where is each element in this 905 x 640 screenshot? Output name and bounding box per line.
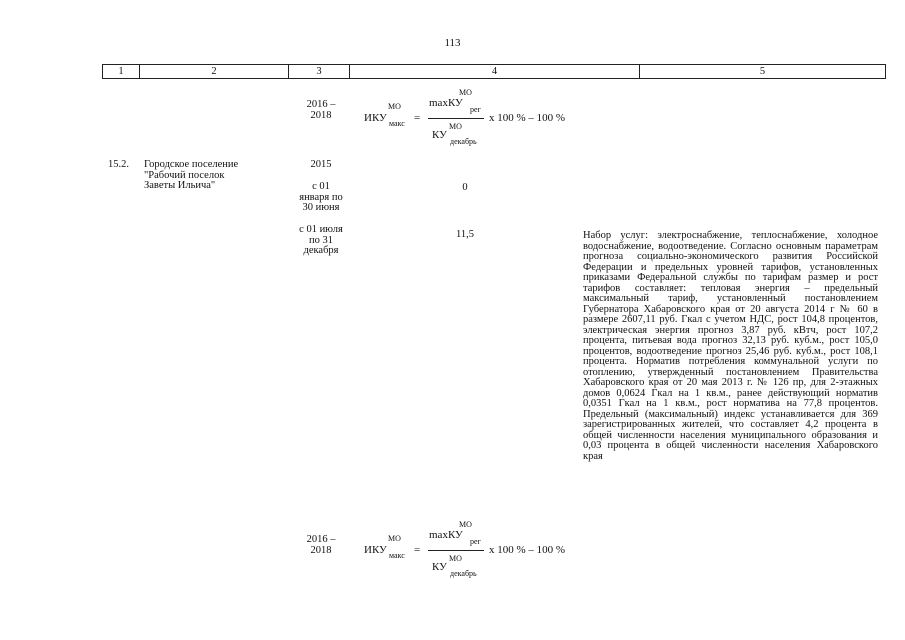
index-value-second: 11,5 bbox=[456, 229, 474, 240]
year-2015: 2015 bbox=[310, 159, 332, 170]
row-notes: Набор услуг: электроснабжение, теплоснабжение, холодное водоснабжение, водоотведение. Согласно основным параметрам прогноза социально-экономического развития Российской Федерации и предельных уровней тарифов, установленных приказами Федеральной службы по тарифам размер и рост тарифов составляет: тепловая энергия – предельный максимальный тариф, установленный постановлением Губернатора Хабаровского края от 20 августа 2014 г № 60 в размере 2607,11 руб. Гкал с учетом НДС, рост 104,8 процентов, электрическая энергия прогноз 3,87 руб. кВтч, рост 107,2 процента, питьевая вода прогноз 32,13 руб. куб.м., рост 105,0 процентов, водоотведение прогноз 25,46 руб. куб.м., рост 108,1 процента. Норматив потребления коммунальной услуги по отоплению, утвержденный постановлением Правительства Хабаровского края от 20 мая 2013 г. № 126 пр, для 2-этажных домов 0,0624 Гкал на 1 кв.м., ранее действующий норматив 0,0351 Гкал на 1 кв.м., рост норматива на 77,8 процентов. Предельный (максимальный) индекс устанавливается для 369 зарегистрированных жителей, что составляет 4,2 процента в общей численности населения муниципального образования и 0,03 процента в общей численности населения Хабаровского края bbox=[583, 230, 878, 462]
formula-equals: = bbox=[414, 112, 421, 124]
col-header-5: 5 bbox=[759, 66, 766, 77]
period-bottom: 2016 – 2018 bbox=[306, 534, 336, 556]
col-header-1: 1 bbox=[103, 65, 140, 78]
col-header-3: 3 bbox=[289, 65, 350, 78]
formula-tail: х 100 % – 100 % bbox=[489, 544, 566, 556]
formula-equals: = bbox=[414, 544, 421, 556]
index-value-first: 0 bbox=[462, 182, 468, 193]
period-first-half: с 01 января по 30 июня bbox=[299, 181, 343, 213]
period-top: 2016 – 2018 bbox=[306, 99, 336, 121]
formula-numerator: maxКУ bbox=[429, 529, 463, 541]
settlement-name: Городское поселение "Рабочий поселок Заветы Ильича" bbox=[144, 159, 239, 191]
period-second-half: с 01 июля по 31 декабря bbox=[299, 224, 343, 256]
formula-denominator-sub: декабрь bbox=[450, 569, 477, 578]
formula-iku: ИКУ bbox=[364, 112, 387, 124]
formula-iku-sub: макс bbox=[389, 551, 405, 560]
formula-numerator-sub: рег bbox=[470, 537, 481, 546]
formula-mo-left: МО bbox=[388, 102, 401, 111]
formula-iku-sub: макс bbox=[389, 119, 405, 128]
table-header bbox=[102, 64, 886, 79]
formula-mo-numer: МО bbox=[459, 88, 472, 97]
formula-denominator-sub: декабрь bbox=[450, 137, 477, 146]
formula-numerator: maxКУ bbox=[429, 97, 463, 109]
formula-numerator-sub: рег bbox=[470, 105, 481, 114]
formula-top bbox=[360, 88, 590, 148]
col-header-2: 2 bbox=[140, 65, 289, 78]
formula-iku: ИКУ bbox=[364, 544, 387, 556]
row-number: 15.2. bbox=[108, 159, 129, 170]
formula-tail: х 100 % – 100 % bbox=[489, 112, 566, 124]
formula-bottom bbox=[360, 520, 590, 580]
formula-denominator: КУ bbox=[432, 129, 447, 141]
formula-fraction-line bbox=[428, 550, 484, 551]
page-number: 113 bbox=[444, 37, 461, 49]
formula-mo-denom: МО bbox=[449, 122, 462, 131]
col-header-4: 4 bbox=[350, 65, 640, 78]
formula-mo-numer: МО bbox=[459, 520, 472, 529]
formula-denominator: КУ bbox=[432, 561, 447, 573]
formula-mo-left: МО bbox=[388, 534, 401, 543]
formula-fraction-line bbox=[428, 118, 484, 119]
formula-mo-denom: МО bbox=[449, 554, 462, 563]
